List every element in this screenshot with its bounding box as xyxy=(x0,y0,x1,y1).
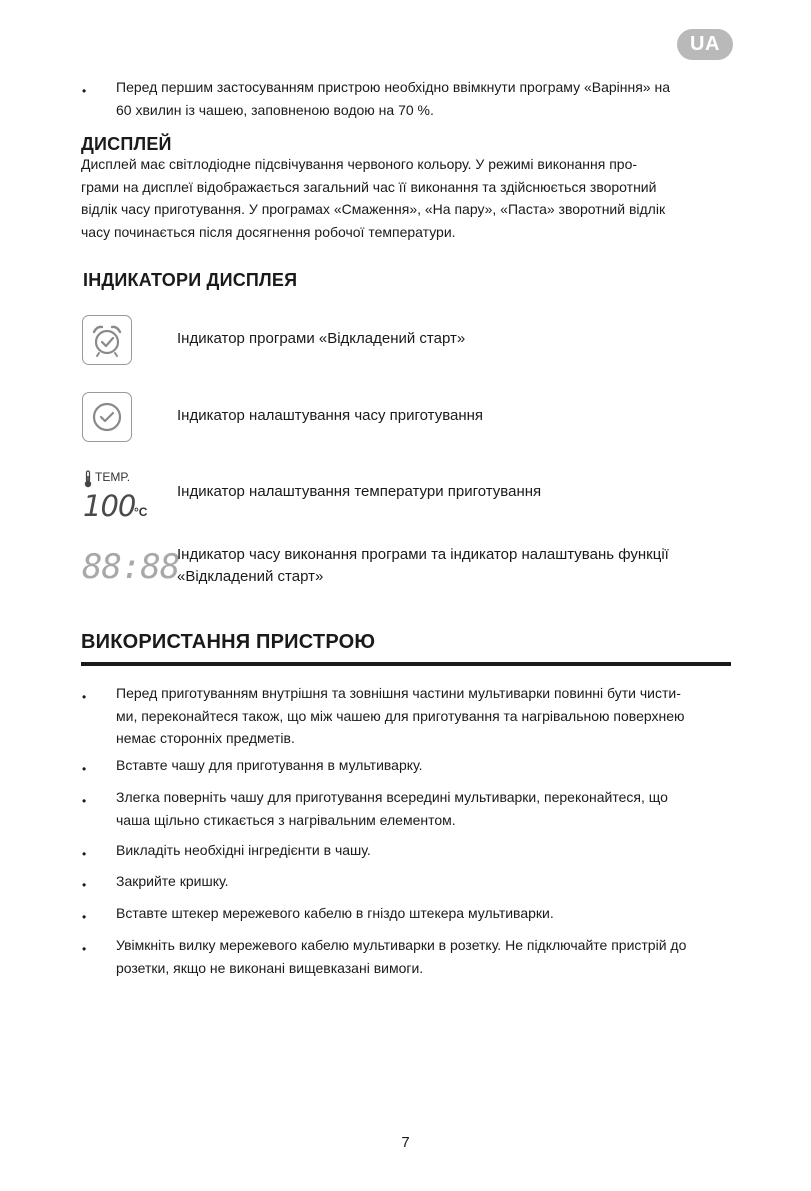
text-line: Перед першим застосуванням пристрою необхідно ввімкнути програму «Варіння» на xyxy=(116,79,671,95)
temp-value: 100 xyxy=(83,489,136,523)
section-divider xyxy=(81,662,731,666)
usage-bullet xyxy=(116,934,741,979)
bullet-marker: • xyxy=(82,910,87,924)
usage-bullet xyxy=(116,870,736,893)
indicators-section-title: ІНДИКАТОРИ ДИСПЛЕЯ xyxy=(83,270,298,290)
text-line: Викладіть необхідні інгредієнти в чашу. xyxy=(116,842,371,858)
bullet-marker: • xyxy=(82,84,87,98)
text-line: 60 хвилин із чашею, заповненою водою на 70 %. xyxy=(116,101,434,118)
alarm-clock-icon xyxy=(82,315,132,365)
bullet-marker: • xyxy=(82,942,87,956)
bullet-marker: • xyxy=(82,878,87,892)
temp-caption: TEMP. xyxy=(95,470,131,484)
usage-bullet xyxy=(116,754,736,777)
text-line: часу починається після досягнення робочої температури. xyxy=(81,223,456,240)
thermometer-icon xyxy=(83,470,93,488)
bullet-marker: • xyxy=(82,847,87,861)
usage-section-title: ВИКОРИСТАННЯ ПРИСТРОЮ xyxy=(81,631,376,653)
text-line: немає сторонніх предметів. xyxy=(116,730,295,746)
text-line: Дисплей має світлодіодне підсвічування червоного кольору. У режимі виконання про- xyxy=(81,156,638,172)
text-line: грами на дисплеї відображається загальний час її виконання та здійснюється зворотний xyxy=(81,178,657,195)
usage-bullet xyxy=(116,682,736,750)
indicator-label: Індикатор програми «Відкладений старт» xyxy=(177,330,466,347)
indicator-label: Індикатор налаштування температури приготування xyxy=(177,483,542,500)
usage-bullet xyxy=(116,902,736,925)
language-badge: UA xyxy=(677,29,733,60)
text-line: Увімкніть вилку мережевого кабелю мультиварки в розетку. Не підключайте пристрій до xyxy=(116,937,687,953)
display-section-title: ДИСПЛЕЙ xyxy=(81,134,172,154)
text-line: Злегка поверніть чашу для приготування всередині мультиварки, переконайтеся, що xyxy=(116,789,668,805)
page-number: 7 xyxy=(401,1134,410,1151)
text-line: Вставте чашу для приготування в мультиварку. xyxy=(116,757,423,773)
text-line: відлік часу приготування. У програмах «Смаження», «На пару», «Паста» зворотний відлік xyxy=(81,201,666,217)
temp-unit: °C xyxy=(134,505,148,519)
text-line: Перед приготуванням внутрішня та зовнішня частини мультиварки повинні бути чисти- xyxy=(116,685,681,701)
clock-icon xyxy=(82,392,132,442)
usage-bullet xyxy=(116,786,736,831)
text-line: розетки, якщо не виконані вищевказані вимоги. xyxy=(116,959,424,976)
time-display-icon: 88:88 xyxy=(82,547,180,587)
text-line: «Відкладений старт» xyxy=(177,568,324,585)
usage-bullet xyxy=(116,839,736,862)
display-section-text xyxy=(81,153,741,243)
text-line: Індикатор часу виконання програми та індикатор налаштувань функції xyxy=(177,546,669,563)
text-line: ми, переконайтеся також, що між чашею для приготування та нагрівальною поверхнею xyxy=(116,707,685,724)
bullet-marker: • xyxy=(82,762,87,776)
text-line: Закрийте кришку. xyxy=(116,873,229,889)
text-line: чаша щільно стикається з нагрівальним елементом. xyxy=(116,811,456,828)
bullet-marker: • xyxy=(82,690,87,704)
indicator-label xyxy=(177,544,737,588)
intro-bullet-text xyxy=(116,76,736,121)
temperature-display-icon xyxy=(83,469,163,525)
text-line: Вставте штекер мережевого кабелю в гніздо штекера мультиварки. xyxy=(116,905,554,921)
bullet-marker: • xyxy=(82,794,87,808)
indicator-label: Індикатор налаштування часу приготування xyxy=(177,407,484,424)
